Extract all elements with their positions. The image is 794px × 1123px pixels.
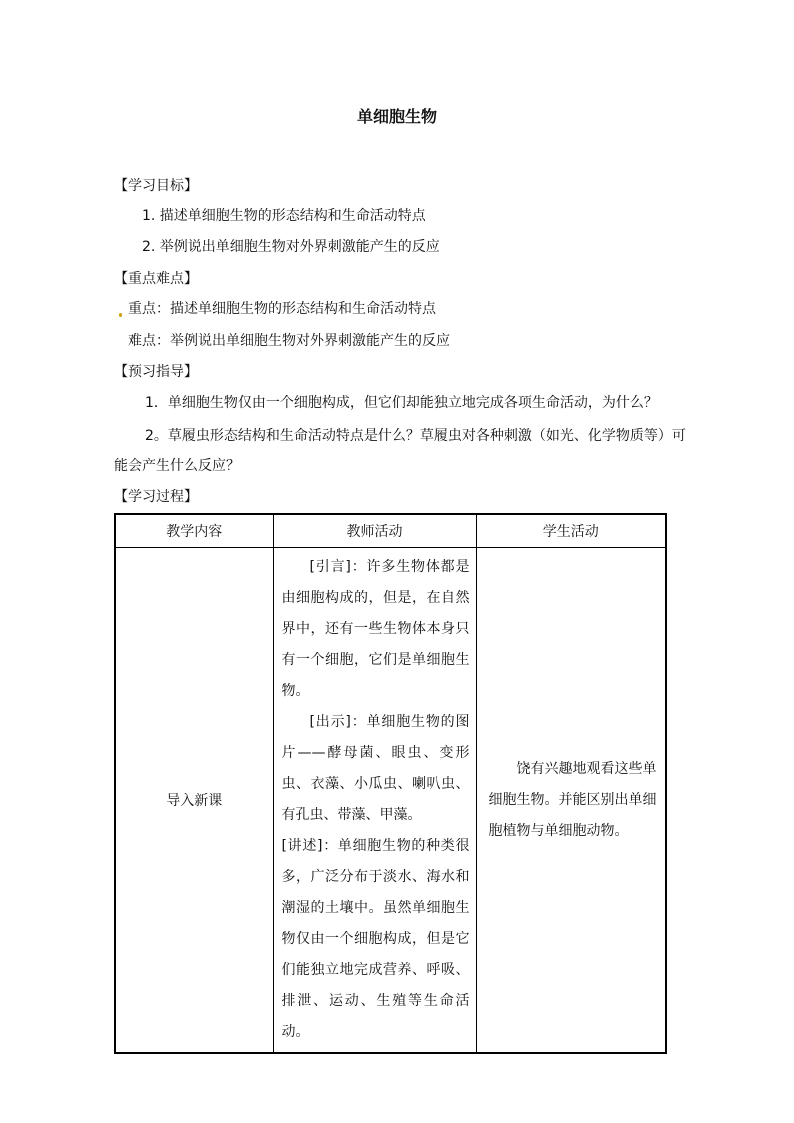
student-activity-cell — [476, 548, 666, 1054]
student-activity-text: 饶有兴趣地观看这些单细胞生物。并能区别出单细胞植物与单细胞动物。 — [488, 760, 657, 839]
table-header-row — [115, 514, 666, 548]
header-teacher-activity: 教师活动 — [273, 514, 476, 548]
bullet-mark — [119, 313, 122, 317]
header-student-activity: 学生活动 — [476, 514, 666, 548]
table-row — [115, 548, 666, 1054]
teacher-activity-cell — [273, 548, 476, 1054]
learning-process-table — [114, 513, 667, 1054]
page-title: 单细胞生物 — [356, 107, 437, 126]
preview-question-1: 1．单细胞生物仅由一个细胞构成，但它们却能独立地完成各项生命活动，为什么？ — [145, 395, 658, 411]
teacher-intro: [引言]：许多生物体都是由细胞构成的，但是，在自然界中，还有一些生物体本身只有一个细胞，它们是单细胞生物。 — [281, 559, 470, 699]
teacher-show: [出示]：单细胞生物的图片——酵母菌、眼虫、变形虫、衣藻、小瓜虫、喇叭虫、有孔虫、带藻、甲藻。 — [281, 714, 470, 823]
key-points-heading: 【重点难点】 — [114, 271, 198, 287]
content-cell: 导入新课 — [115, 548, 273, 1054]
preview-question-2-line-1: 2。草履虫形态结构和生命活动特点是什么？草履虫对各种刺激（如光、化学物质等）可 — [145, 428, 686, 444]
teacher-explain: [讲述]：单细胞生物的种类很多，广泛分布于淡水、海水和潮湿的土壤中。虽然单细胞生物仅由一个细胞构成，但是它们能独立地完成营养、呼吸、排泄、运动、生殖等生命活动。 — [281, 838, 470, 1040]
process-heading: 【学习过程】 — [114, 489, 198, 505]
difficulty-text: 难点：举例说出单细胞生物对外界刺激能产生的反应 — [128, 333, 450, 349]
header-teaching-content: 教学内容 — [115, 514, 273, 548]
objectives-heading: 【学习目标】 — [114, 178, 198, 194]
objective-item-1: 1. 描述单细胞生物的形态结构和生命活动特点 — [142, 208, 426, 224]
focus-text: 重点：描述单细胞生物的形态结构和生命活动特点 — [128, 301, 436, 317]
preview-heading: 【预习指导】 — [114, 364, 198, 380]
objective-item-2: 2. 举例说出单细胞生物对外界刺激能产生的反应 — [142, 239, 440, 255]
preview-question-2-line-2: 能会产生什么反应？ — [114, 458, 240, 474]
